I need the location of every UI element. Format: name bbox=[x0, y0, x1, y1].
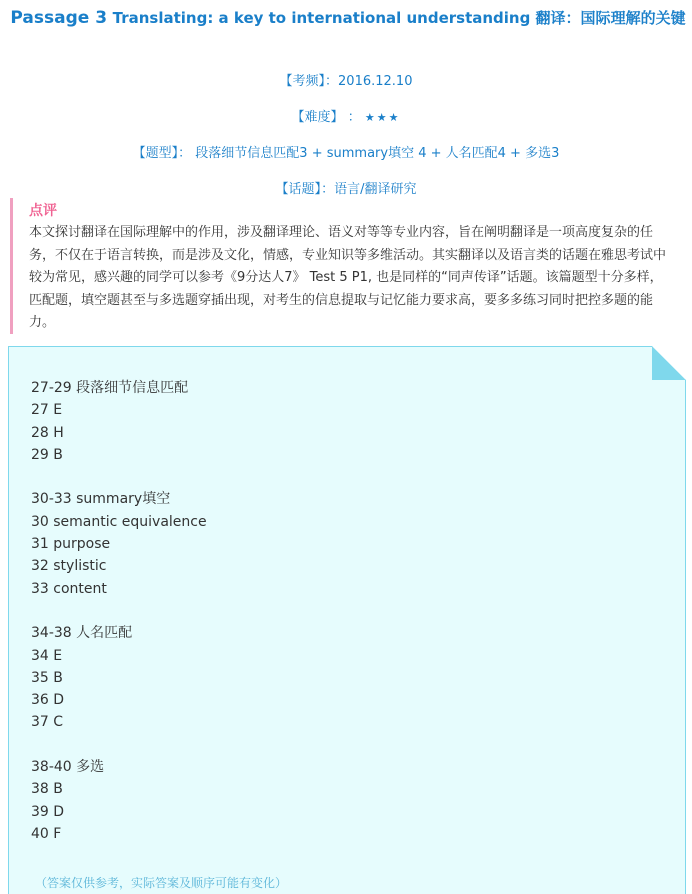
topic-value: ：语言/翻译研究 bbox=[321, 182, 417, 197]
answer-group bbox=[31, 377, 207, 466]
answer-item: 31 purpose bbox=[31, 536, 111, 553]
answer-note: （答案仅供参考，实际答案及顺序可能有变化） bbox=[35, 876, 288, 890]
frequency-label: 【考频】 bbox=[279, 74, 326, 89]
answer-group-heading: 34-38 人名匹配 bbox=[31, 625, 133, 642]
frequency-value: ：2016.12.10 bbox=[325, 74, 413, 89]
answer-group bbox=[31, 622, 207, 733]
answer-item: 34 E bbox=[31, 647, 63, 664]
page-title bbox=[10, 4, 686, 32]
comment-block bbox=[10, 198, 678, 334]
meta-question-types bbox=[0, 142, 692, 161]
answer-item: 29 B bbox=[31, 446, 63, 463]
answer-item: 30 semantic equivalence bbox=[31, 513, 207, 530]
answer-item: 36 D bbox=[31, 692, 65, 709]
comment-body: 本文探讨翻译在国际理解中的作用，涉及翻译理论、语义对等等专业内容，旨在阐明翻译是一项高度复杂的任务，不仅在于语言转换，而是涉及文化，情感，专业知识等多维活动。其实翻译以及语言类的话题在雅思考试中较为常见，感兴趣的同学可以参考《9分达人7》 Test 5 P1, 也是同样的“同声传译”话题。该篇题型十分多样，匹配题，填空题甚至与多选题穿插出现，对考生的信息提取与记忆能力要求高，要多多练习同时把控多题的能力。 bbox=[29, 225, 667, 330]
answer-item: 35 B bbox=[31, 669, 63, 686]
meta-difficulty bbox=[0, 106, 692, 125]
difficulty-label: 【难度】 bbox=[291, 110, 344, 125]
passage-number: Passage 3 bbox=[10, 8, 108, 28]
meta-topic bbox=[0, 178, 692, 197]
answer-item: 33 content bbox=[31, 580, 107, 597]
answer-item: 27 E bbox=[31, 402, 63, 419]
answer-item: 32 stylistic bbox=[31, 558, 107, 575]
answer-box bbox=[8, 346, 686, 894]
answer-list bbox=[31, 377, 207, 868]
topic-label: 【话题】 bbox=[275, 182, 322, 197]
answer-group-heading: 38-40 多选 bbox=[31, 759, 105, 776]
answer-item: 38 B bbox=[31, 781, 63, 798]
answer-item: 40 F bbox=[31, 825, 62, 842]
types-value: ： 段落细节信息匹配3 + summary填空 4 + 人名匹配4 + 多选3 bbox=[178, 146, 560, 161]
meta-frequency bbox=[0, 70, 692, 89]
answer-group-heading: 30-33 summary填空 bbox=[31, 491, 171, 508]
answer-group-heading: 27-29 段落细节信息匹配 bbox=[31, 380, 189, 396]
answer-group bbox=[31, 488, 207, 599]
difficulty-stars: ★★★ bbox=[364, 111, 401, 124]
passage-title: Translating: a key to international understanding 翻译：国际理解的关键 bbox=[112, 9, 686, 27]
comment-title: 点评 bbox=[29, 203, 57, 219]
difficulty-separator: ： bbox=[347, 110, 361, 125]
answer-group bbox=[31, 756, 207, 845]
answer-item: 39 D bbox=[31, 803, 65, 820]
answer-item: 37 C bbox=[31, 714, 64, 731]
types-label: 【题型】 bbox=[132, 146, 179, 161]
page-fold-icon bbox=[652, 346, 686, 380]
answer-item: 28 H bbox=[31, 424, 64, 441]
